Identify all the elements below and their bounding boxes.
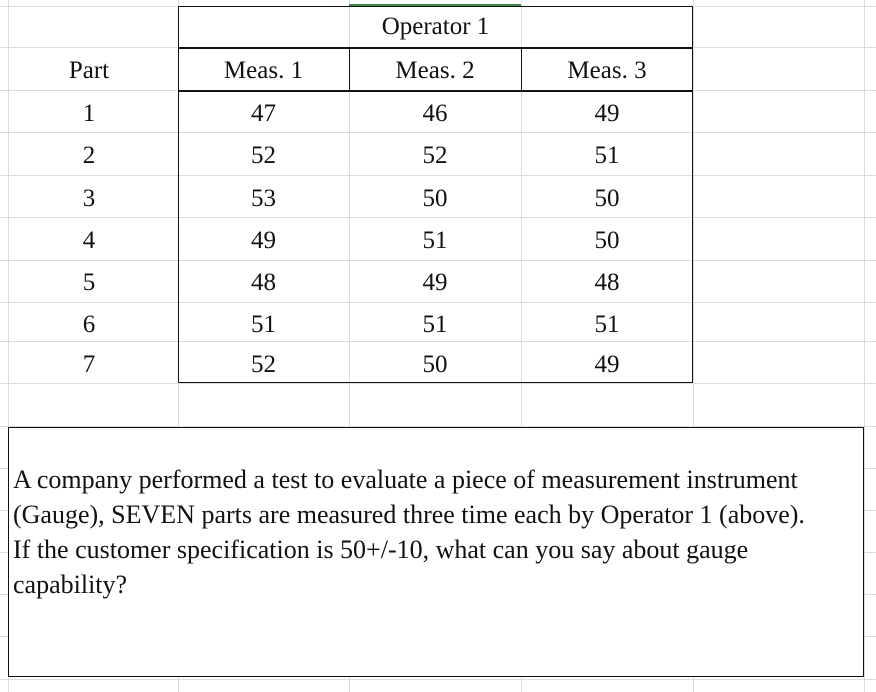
part-cell[interactable]: 6 — [82, 311, 96, 338]
meas-cell[interactable]: 51 — [422, 227, 448, 254]
meas-cell[interactable]: 51 — [251, 311, 276, 338]
meas-cell[interactable]: 51 — [594, 311, 620, 338]
meas-1-header[interactable]: Meas. 1 — [223, 57, 304, 84]
meas-cell[interactable]: 48 — [594, 269, 620, 296]
meas-2-header[interactable]: Meas. 2 — [395, 57, 475, 84]
part-cell[interactable]: 4 — [82, 227, 96, 254]
grid-row-line — [0, 383, 876, 384]
question-text-box[interactable] — [8, 427, 864, 677]
meas-cell[interactable]: 52 — [251, 351, 276, 378]
question-paragraph-1: A company performed a test to evaluate a piece of measurement instrument (Gauge), SEVEN parts are measured three time each by Operator 1 (above). — [13, 465, 805, 529]
meas-header-underline — [178, 90, 693, 92]
part-cell[interactable]: 3 — [82, 185, 96, 212]
meas-cell[interactable]: 50 — [594, 227, 620, 254]
meas-cell[interactable]: 50 — [594, 185, 620, 212]
part-cell[interactable]: 2 — [82, 142, 96, 169]
meas-cell[interactable]: 50 — [422, 351, 448, 378]
operator-header[interactable]: Operator 1 — [381, 13, 490, 40]
part-cell[interactable]: 7 — [82, 351, 96, 378]
meas-3-header[interactable]: Meas. 3 — [567, 57, 647, 84]
meas-cell[interactable]: 49 — [251, 227, 276, 254]
meas-cell[interactable]: 47 — [251, 100, 276, 127]
meas-cell[interactable]: 49 — [594, 100, 620, 127]
meas-cell[interactable]: 49 — [422, 269, 448, 296]
meas-cell[interactable]: 52 — [422, 142, 448, 169]
part-cell[interactable]: 1 — [82, 100, 96, 127]
part-cell[interactable]: 5 — [82, 269, 96, 296]
meas-cell[interactable]: 51 — [594, 142, 620, 169]
meas-cell[interactable]: 52 — [251, 142, 276, 169]
meas-cell[interactable]: 53 — [251, 185, 276, 212]
operator-header-underline — [178, 47, 693, 49]
question-paragraph-2: If the customer specification is 50+/-10, what can you say about gauge capability? — [13, 535, 749, 599]
meas-cell[interactable]: 48 — [251, 269, 276, 296]
grid-row-line — [0, 679, 876, 680]
meas-cell[interactable]: 51 — [422, 311, 448, 338]
part-header[interactable]: Part — [68, 57, 110, 84]
meas-cell[interactable]: 50 — [422, 185, 448, 212]
meas-cell[interactable]: 46 — [422, 100, 448, 127]
grid-col-line — [864, 0, 865, 692]
question-text — [13, 462, 853, 602]
meas-cell[interactable]: 49 — [594, 351, 620, 378]
